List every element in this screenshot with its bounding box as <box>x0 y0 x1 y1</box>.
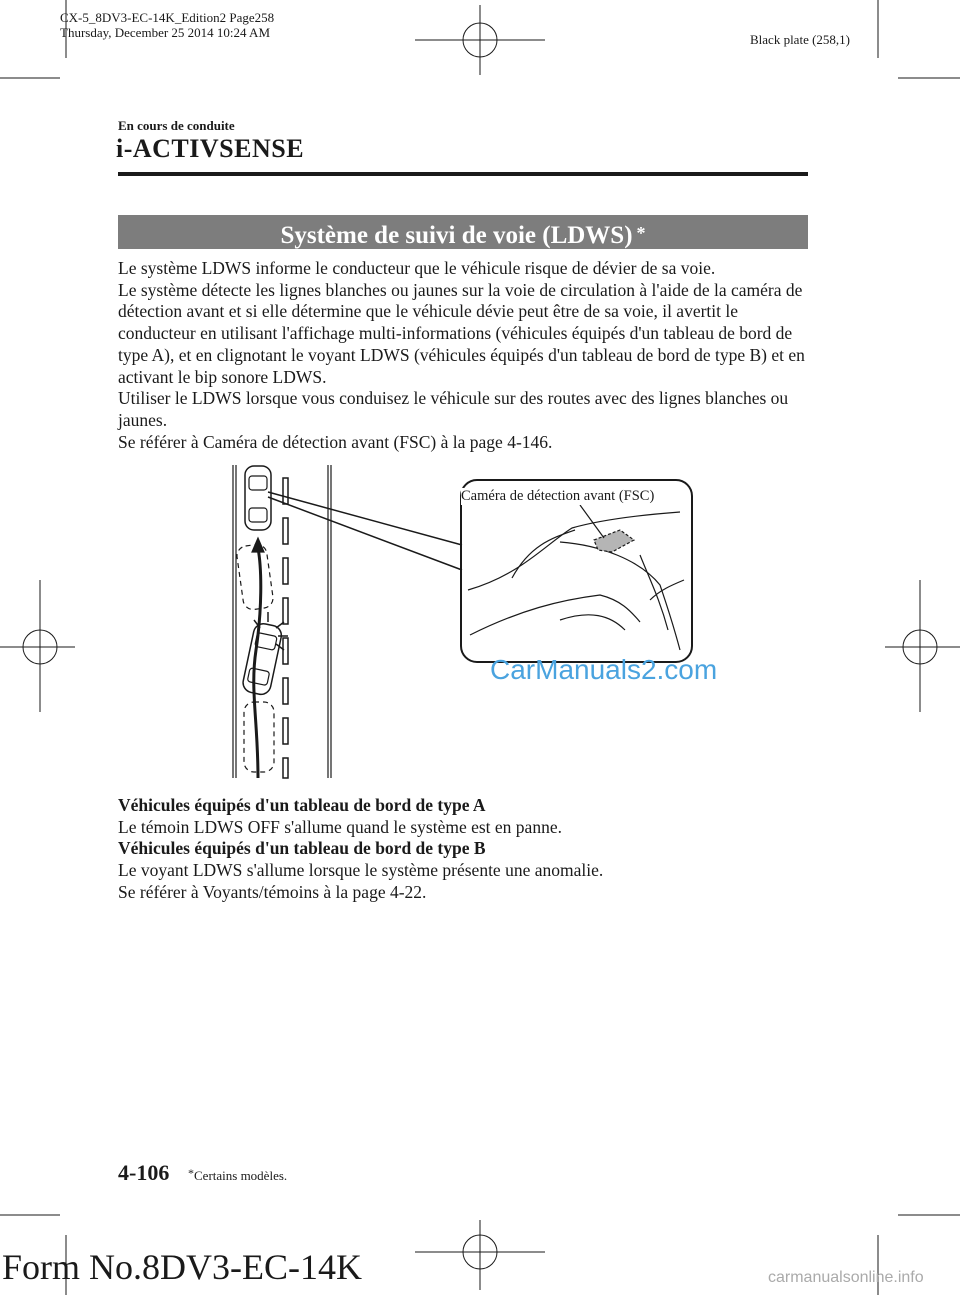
section-subtitle: En cours de conduite <box>118 118 235 133</box>
footnote-star: * <box>188 1166 194 1180</box>
page-number: 4-106 <box>118 1160 170 1185</box>
body-paragraph-3: Utiliser le LDWS lorsque vous conduisez le véhicule sur des routes avec des lignes blanches ou jaunes. <box>118 388 789 430</box>
type-a-heading: Véhicules équipés d'un tableau de bord de type A <box>118 795 486 815</box>
body-paragraph-1: Le système LDWS informe le conducteur que le véhicule risque de dévier de sa voie. <box>118 258 716 278</box>
camera-callout-label: Caméra de détection avant (FSC) <box>461 488 655 504</box>
type-b-heading: Véhicules équipés d'un tableau de bord de type B <box>118 838 486 859</box>
body-paragraph-4: Se référer à Caméra de détection avant (FSC) à la page 4-146. <box>118 431 553 452</box>
type-b-text: Le voyant LDWS s'allume lorsque le système présente une anomalie. <box>118 860 604 881</box>
site-watermark: CarManuals2.com <box>490 654 718 685</box>
black-plate-label: Black plate (258,1) <box>750 32 850 47</box>
footer-watermark: carmanualsonline.info <box>768 1269 924 1286</box>
section-title: i-ACTIVSENSE <box>116 134 305 163</box>
type-a-text: Le témoin LDWS OFF s'allume quand le système est en panne. <box>118 816 562 837</box>
body-paragraph-2: Le système détecte les lignes blanches ou jaunes sur la voie de circulation à l'aide de la caméra de détection avant et si elle détermine que le véhicule dévie peut être de sa voie, il avertit le conducteur en utilisant l'affichage multi-informations (véhicules équipés d'un tableau de bord de type A), et en clignotant le voyant LDWS (véhicules équipés d'un tableau de bord de type B) et en activant le bip sonore LDWS. <box>118 279 805 387</box>
banner-star: * <box>636 223 646 243</box>
banner-title: Système de suivi de voie (LDWS) <box>280 222 633 249</box>
plate-line-1: CX-5_8DV3-EC-14K_Edition2 Page258 <box>60 10 275 25</box>
plate-line-2: Thursday, December 25 2014 10:24 AM <box>60 25 271 40</box>
footnote <box>188 1166 287 1184</box>
form-number: Form No.8DV3-EC-14K <box>2 1247 362 1287</box>
notes <box>118 795 818 904</box>
reference-text: Se référer à Voyants/témoins à la page 4-22. <box>118 881 427 902</box>
footnote-text: Certains modèles. <box>194 1168 288 1183</box>
